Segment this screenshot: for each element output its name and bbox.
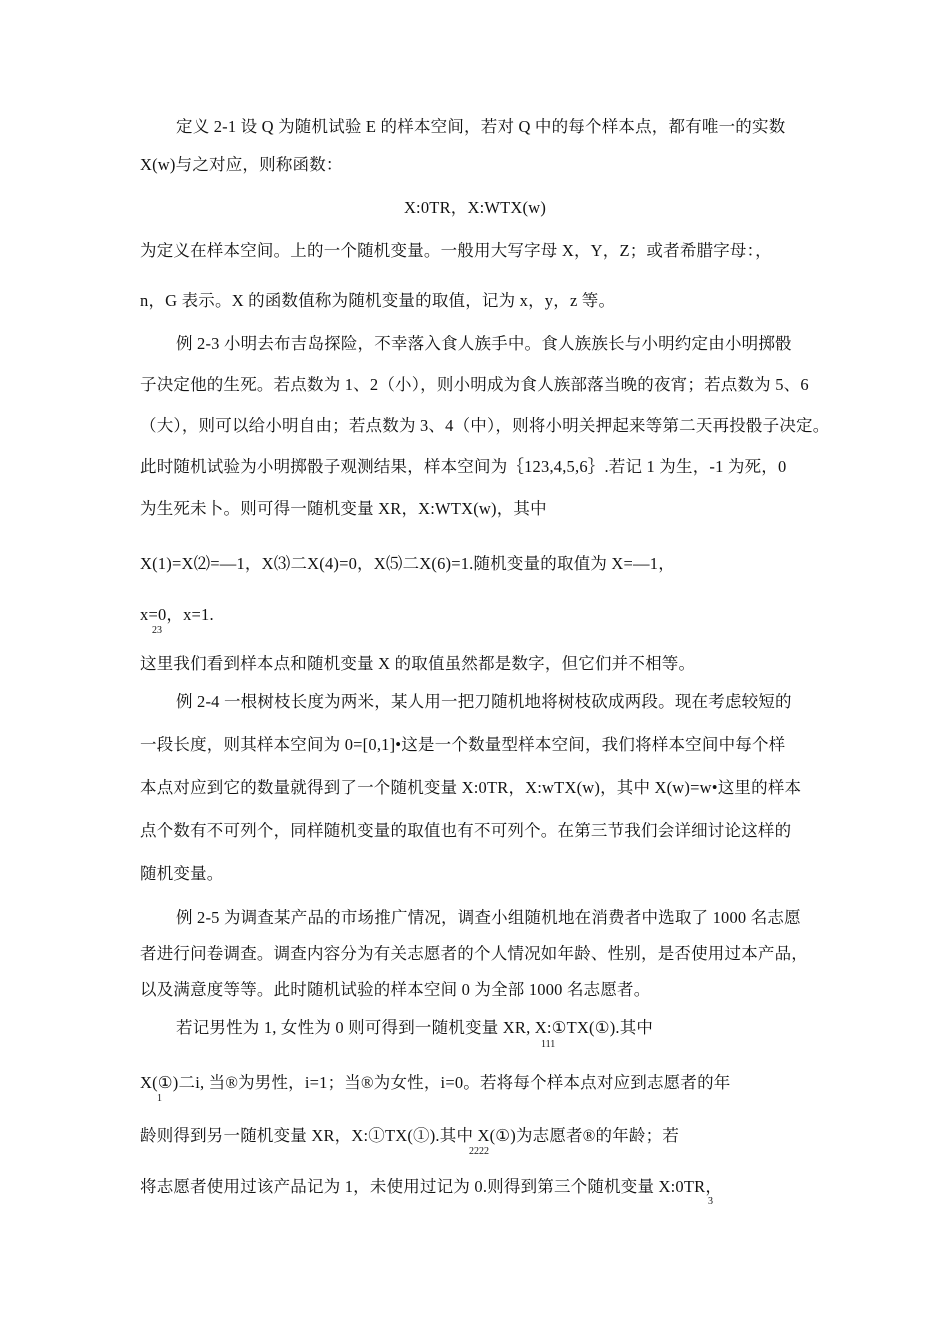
definition-2-1-line-3: 为定义在样本空间。上的一个随机变量。一般用大写字母 X，Y，Z；或者希腊字母：， — [140, 241, 772, 260]
formula-random-variable: X:0TR，X:WTX(w) — [403, 198, 547, 217]
example-2-4-line-3: 本点对应到它的数量就得到了一个随机变量 X:0TR，X:wTX(w)，其中 X(w)=w•这里的样本 — [140, 778, 802, 797]
subscript-111: 111 — [541, 1039, 556, 1050]
example-2-4-line-2: 一段长度，则其样本空间为 0=[0,1]•这是一个数量型样本空间，我们将样本空间中每个样 — [140, 735, 786, 754]
example-2-3-values-line: X(1)=X⑵=—1，X⑶二X(4)=0，X⑸二X(6)=1.随机变量的取值为 X=—1， — [140, 554, 675, 573]
example-2-3-line-5: 为生死未卜。则可得一随机变量 XR，X:WTX(w)，其中 — [140, 499, 547, 518]
example-2-4-line-4: 点个数有不可列个，同样随机变量的取值也有不可列个。在第三节我们会详细讨论这样的 — [140, 821, 792, 840]
definition-2-1-line-2: X(w)与之对应，则称函数： — [140, 155, 343, 174]
example-2-4-line-1: 例 2-4 一根树枝长度为两米，某人用一把刀随机地将树枝砍成两段。现在考虑较短的 — [176, 692, 792, 711]
definition-2-1-line-1: 定义 2-1 设 Q 为随机试验 E 的样本空间，若对 Q 中的每个样本点，都有唯一的实数 — [176, 117, 786, 136]
subscript-3: 3 — [708, 1196, 713, 1207]
example-2-5-line-1: 例 2-5 为调查某产品的市场推广情况，调查小组随机地在消费者中选取了 1000 名志愿 — [176, 908, 801, 927]
example-2-5-line-5: X(①)二i, 当®为男性，i=1；当®为女性，i=0。若将每个样本点对应到志愿者的年 — [140, 1073, 731, 1092]
subscript-2222: 2222 — [469, 1146, 489, 1157]
example-2-3-line-2: 子决定他的生死。若点数为 1、2（小），则小明成为食人族部落当晚的夜宵；若点数为 5、6 — [140, 375, 809, 394]
example-2-5-line-7: 将志愿者使用过该产品记为 1，未使用过记为 0.则得到第三个随机变量 X:0TR， — [140, 1177, 723, 1196]
example-2-3-values-cont: x=0，x=1. — [140, 605, 214, 624]
example-2-3-line-4: 此时随机试验为小明掷骰子观测结果，样本空间为｛123,4,5,6｝.若记 1 为生，-1 为死，0 — [140, 457, 787, 476]
subscript-23: 23 — [152, 625, 162, 636]
example-2-5-line-4: 若记男性为 1, 女性为 0 则可得到一随机变量 XR, X:①TX(①).其中 — [176, 1018, 654, 1037]
example-2-3-line-1: 例 2-3 小明去布吉岛探险，不幸落入食人族手中。食人族族长与小明约定由小明掷骰 — [176, 334, 792, 353]
subscript-1: 1 — [157, 1093, 162, 1104]
example-2-4-line-5: 随机变量。 — [140, 864, 224, 883]
example-2-3-line-3: （大），则可以给小明自由；若点数为 3、4（中），则将小明关押起来等第二天再投骰子决定。 — [140, 416, 830, 435]
example-2-5-line-2: 者进行问卷调查。调查内容分为有关志愿者的个人情况如年龄、性别，是否使用过本产品， — [140, 944, 808, 963]
example-2-5-line-6: 龄则得到另一随机变量 XR，X:①TX(①).其中 X(①)为志愿者®的年龄；若 — [140, 1126, 680, 1145]
example-2-3-note: 这里我们看到样本点和随机变量 X 的取值虽然都是数字，但它们并不相等。 — [140, 654, 696, 673]
definition-2-1-line-4: n，G 表示。X 的函数值称为随机变量的取值，记为 x，y，z 等。 — [140, 291, 616, 310]
example-2-5-line-3: 以及满意度等等。此时随机试验的样本空间 0 为全部 1000 名志愿者。 — [140, 980, 651, 999]
